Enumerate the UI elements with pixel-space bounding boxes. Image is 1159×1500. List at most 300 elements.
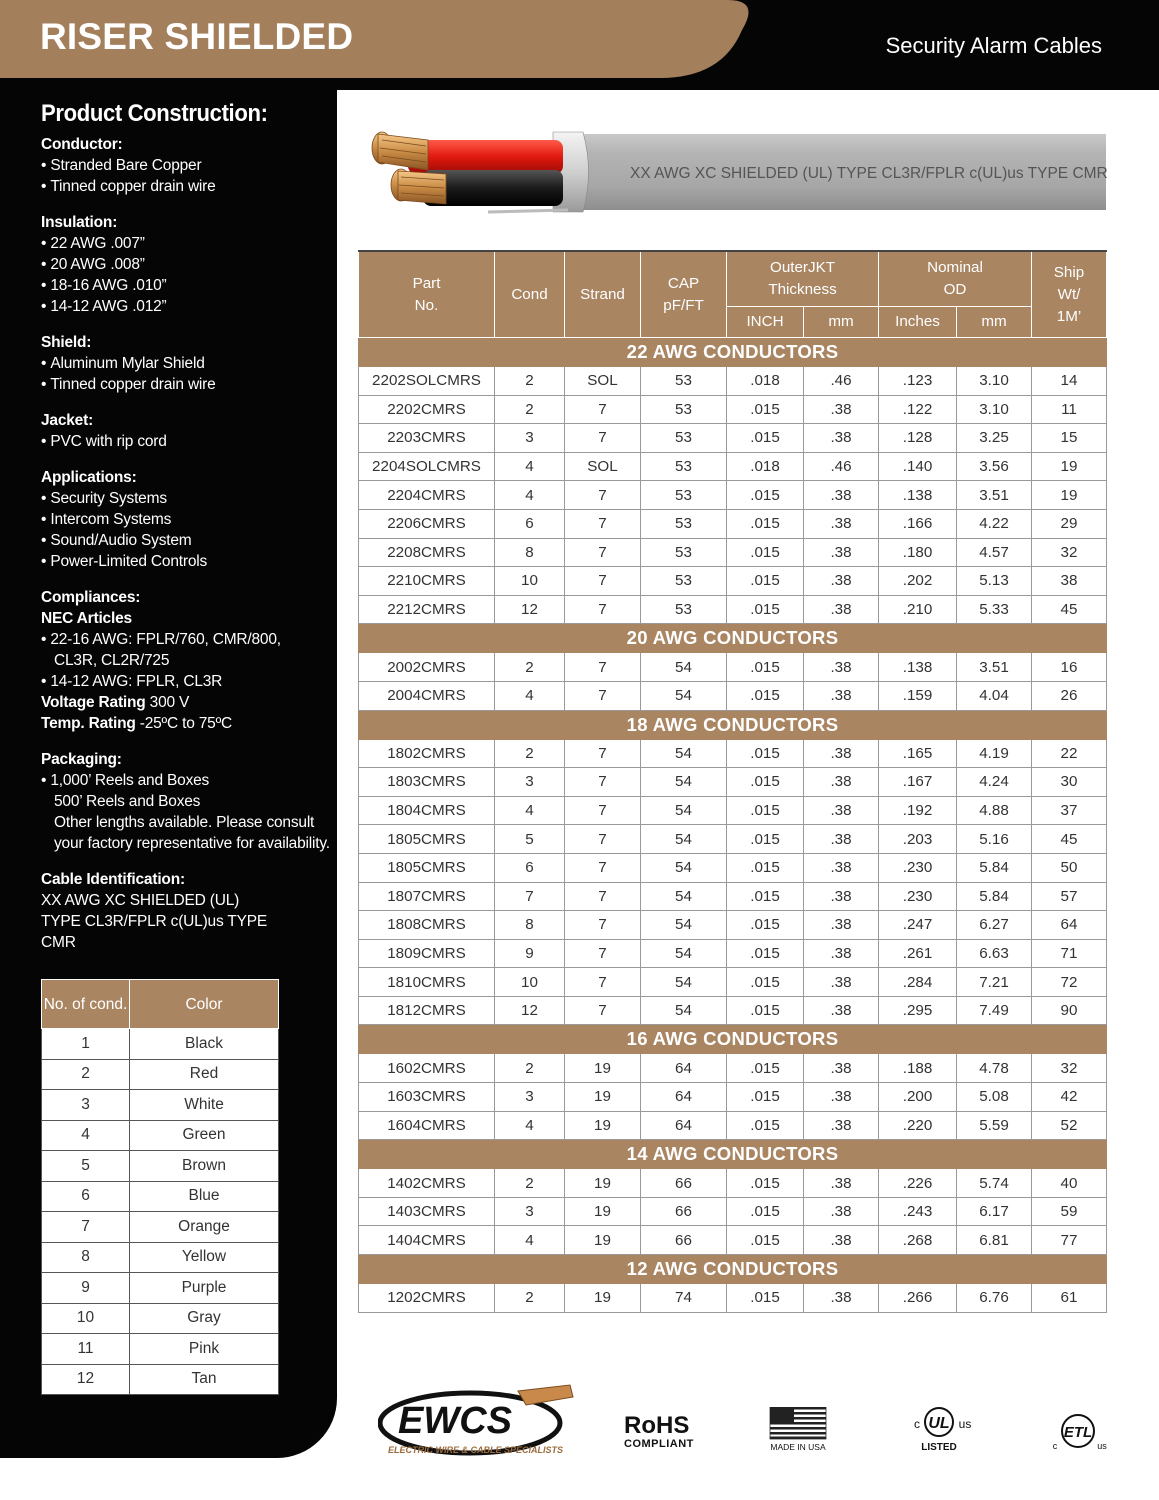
cap-cell: 53: [641, 595, 727, 624]
color-row: [42, 1334, 279, 1365]
strand-cell: 7: [565, 653, 641, 682]
ship-weight-cell: 16: [1032, 653, 1107, 682]
table-row: [359, 768, 1107, 797]
strand-cell: 7: [565, 595, 641, 624]
ship-weight-cell: 14: [1032, 367, 1107, 396]
jacket-inch-cell: .015: [727, 595, 804, 624]
part-no-cell: 2204CMRS: [359, 481, 495, 510]
od-mm-cell: 5.59: [957, 1111, 1032, 1140]
jacket-inch-cell: .015: [727, 395, 804, 424]
cap-cell: 54: [641, 911, 727, 940]
jacket-mm-cell: .38: [804, 768, 879, 797]
part-no-cell: 1202CMRS: [359, 1284, 495, 1313]
ul-listed-text: LISTED: [921, 1442, 957, 1453]
ship-weight-cell: 11: [1032, 395, 1107, 424]
color-row: [42, 1090, 279, 1121]
spec-table: [358, 250, 1107, 1313]
part-no-cell: 1807CMRS: [359, 882, 495, 911]
od-inches-cell: .203: [879, 825, 957, 854]
cap-cell: 53: [641, 452, 727, 481]
od-inches-cell: .122: [879, 395, 957, 424]
table-row: [359, 796, 1107, 825]
od-inches-cell: .138: [879, 481, 957, 510]
table-row: [359, 567, 1107, 596]
table-row: [359, 911, 1107, 940]
od-inches-cell: .140: [879, 452, 957, 481]
color-table-body: [42, 1029, 279, 1395]
cond-cell: 4: [495, 1226, 565, 1255]
part-no-cell: 1810CMRS: [359, 968, 495, 997]
jacket-inch-cell: .015: [727, 653, 804, 682]
cond-number-cell: 10: [42, 1303, 130, 1334]
shield-section: [41, 332, 331, 395]
header-line: No.: [414, 296, 439, 314]
cap-cell: 64: [641, 1054, 727, 1083]
header-line: Nominal: [927, 259, 983, 276]
ship-weight-cell: 52: [1032, 1111, 1107, 1140]
od-mm-cell: 4.04: [957, 681, 1032, 710]
list-item: • Power-Limited Controls: [41, 551, 331, 572]
cap-cell: 66: [641, 1169, 727, 1198]
header-line: Ship: [1053, 263, 1085, 281]
od-mm-cell: 4.24: [957, 768, 1032, 797]
etl-mark: ETL: [1063, 1424, 1093, 1441]
table-row: [359, 424, 1107, 453]
header-line: OuterJKT: [770, 259, 835, 276]
header-line: 1M’: [1056, 307, 1082, 325]
cond-cell: 9: [495, 939, 565, 968]
jacket-mm-cell: .38: [804, 424, 879, 453]
color-name-cell: Brown: [130, 1151, 279, 1182]
cap-cell: 53: [641, 509, 727, 538]
jacket-inch-cell: .015: [727, 567, 804, 596]
insulation-section: [41, 212, 331, 317]
strand-cell: 19: [565, 1169, 641, 1198]
jacket-mm-cell: .38: [804, 996, 879, 1025]
cond-cell: 2: [495, 367, 565, 396]
ship-weight-cell: 72: [1032, 968, 1107, 997]
cond-cell: 12: [495, 595, 565, 624]
jacket-mm-cell: .38: [804, 853, 879, 882]
cond-cell: 4: [495, 681, 565, 710]
ship-weight-cell: 90: [1032, 996, 1107, 1025]
spec-header-row: [359, 251, 1107, 307]
part-no-cell: 2210CMRS: [359, 567, 495, 596]
conductor-group-row: [359, 624, 1107, 653]
list-item: • 14-12 AWG .012”: [41, 296, 331, 317]
header-line: Part: [412, 274, 441, 292]
od-mm-cell: 5.13: [957, 567, 1032, 596]
ship-weight-cell: 59: [1032, 1197, 1107, 1226]
cond-number-cell: 5: [42, 1151, 130, 1182]
cond-cell: 7: [495, 882, 565, 911]
jacket-mm-cell: .38: [804, 796, 879, 825]
section-label: Applications:: [41, 469, 137, 486]
od-inches-cell: .268: [879, 1226, 957, 1255]
jacket-mm-cell: .38: [804, 1226, 879, 1255]
construction-heading: Product Construction:: [41, 100, 268, 127]
cap-cell: 64: [641, 1111, 727, 1140]
identification-line: CMR: [41, 934, 76, 951]
inches-header: Inches: [879, 307, 957, 338]
color-code-table: [41, 979, 279, 1395]
ship-weight-cell: 37: [1032, 796, 1107, 825]
etl-logo: [1046, 1412, 1110, 1454]
strand-cell: 7: [565, 739, 641, 768]
color-row: [42, 1151, 279, 1182]
jacket-inch-cell: .015: [727, 996, 804, 1025]
ewcs-tagline: ELECTRIC WIRE & CABLE SPECIALISTS: [388, 1445, 564, 1455]
voltage-label: Voltage Rating: [41, 694, 146, 711]
conductor-group-title: 18 AWG CONDUCTORS: [359, 710, 1107, 739]
color-name-cell: Pink: [130, 1334, 279, 1365]
conductor-group-row: [359, 710, 1107, 739]
jacket-mm-cell: .38: [804, 968, 879, 997]
color-row: [42, 1181, 279, 1212]
part-no-cell: 2203CMRS: [359, 424, 495, 453]
jacket-inch-cell: .015: [727, 882, 804, 911]
od-mm-cell: 4.88: [957, 796, 1032, 825]
table-row: [359, 1083, 1107, 1112]
od-inches-cell: .210: [879, 595, 957, 624]
cond-number-cell: 11: [42, 1334, 130, 1365]
cap-cell: 54: [641, 768, 727, 797]
jacket-inch-cell: .015: [727, 1197, 804, 1226]
od-inches-cell: .266: [879, 1284, 957, 1313]
ship-weight-cell: 19: [1032, 452, 1107, 481]
part-no-cell: 1805CMRS: [359, 825, 495, 854]
ship-weight-cell: 30: [1032, 768, 1107, 797]
color-name-cell: Red: [130, 1059, 279, 1090]
cond-cell: 8: [495, 911, 565, 940]
strand-cell: 7: [565, 911, 641, 940]
ship-weight-header: [1032, 251, 1107, 338]
cap-cell: 53: [641, 395, 727, 424]
identification-line: XX AWG XC SHIELDED (UL): [41, 892, 240, 909]
jacket-inch-cell: .015: [727, 424, 804, 453]
jacket-mm-cell: .38: [804, 481, 879, 510]
conductor-group-row: [359, 338, 1107, 367]
part-no-cell: 2208CMRS: [359, 538, 495, 567]
part-no-cell: 2002CMRS: [359, 653, 495, 682]
od-inches-cell: .166: [879, 509, 957, 538]
cond-number-cell: 7: [42, 1212, 130, 1243]
part-no-cell: 2206CMRS: [359, 509, 495, 538]
etl-us: us: [1097, 1441, 1107, 1451]
od-inches-cell: .284: [879, 968, 957, 997]
list-item: • Security Systems: [41, 488, 331, 509]
section-label: Conductor:: [41, 136, 123, 153]
cap-cell: 53: [641, 424, 727, 453]
table-row: [359, 395, 1107, 424]
od-inches-cell: .202: [879, 567, 957, 596]
strand-cell: 7: [565, 509, 641, 538]
od-inches-cell: .123: [879, 367, 957, 396]
color-name-cell: Blue: [130, 1181, 279, 1212]
color-row: [42, 1303, 279, 1334]
ship-weight-cell: 64: [1032, 911, 1107, 940]
cap-cell: 53: [641, 538, 727, 567]
part-no-cell: 1808CMRS: [359, 911, 495, 940]
strand-cell: 7: [565, 681, 641, 710]
rohs-mark: RoHS: [624, 1412, 690, 1439]
cap-cell: 66: [641, 1226, 727, 1255]
cap-header: [641, 251, 727, 338]
made-in-usa-text: MADE IN USA: [770, 1442, 826, 1452]
construction-details: [41, 100, 331, 968]
color-name-cell: Green: [130, 1120, 279, 1151]
section-label: Packaging:: [41, 751, 122, 768]
list-item-continued: Other lengths available. Please consult: [54, 814, 315, 831]
part-no-cell: 2202SOLCMRS: [359, 367, 495, 396]
jacket-mm-cell: .38: [804, 595, 879, 624]
od-mm-cell: 3.10: [957, 395, 1032, 424]
jacket-inch-cell: .015: [727, 509, 804, 538]
table-row: [359, 1054, 1107, 1083]
jacket-mm-cell: .38: [804, 939, 879, 968]
list-item: • Tinned copper drain wire: [41, 176, 331, 197]
ewcs-logo: [378, 1383, 578, 1458]
cond-cell: 2: [495, 395, 565, 424]
compliances-section: [41, 587, 331, 734]
od-inches-cell: .192: [879, 796, 957, 825]
jacket-inch-cell: .015: [727, 1054, 804, 1083]
od-mm-cell: 6.17: [957, 1197, 1032, 1226]
ul-listed-logo: [908, 1404, 978, 1454]
strand-cell: 7: [565, 996, 641, 1025]
list-item: • Aluminum Mylar Shield: [41, 353, 331, 374]
strand-cell: 7: [565, 853, 641, 882]
od-mm-cell: 6.63: [957, 939, 1032, 968]
jacket-inch-cell: .015: [727, 939, 804, 968]
strand-cell: 7: [565, 567, 641, 596]
ship-weight-cell: 77: [1032, 1226, 1107, 1255]
cap-cell: 54: [641, 853, 727, 882]
ship-weight-cell: 50: [1032, 853, 1107, 882]
strand-cell: SOL: [565, 452, 641, 481]
od-inches-cell: .226: [879, 1169, 957, 1198]
jacket-mm-cell: .38: [804, 1197, 879, 1226]
table-row: [359, 853, 1107, 882]
us-flag-icon: [770, 1407, 826, 1439]
cap-cell: 54: [641, 681, 727, 710]
cond-number-cell: 12: [42, 1364, 130, 1395]
jacket-mm-cell: .38: [804, 1284, 879, 1313]
table-row: [359, 882, 1107, 911]
ul-c: c: [914, 1417, 920, 1431]
od-inches-cell: .200: [879, 1083, 957, 1112]
od-mm-cell: 7.49: [957, 996, 1032, 1025]
cap-cell: 54: [641, 996, 727, 1025]
jacket-mm-cell: .38: [804, 882, 879, 911]
color-name-cell: Black: [130, 1029, 279, 1060]
od-inches-cell: .138: [879, 653, 957, 682]
strand-cell: 7: [565, 395, 641, 424]
cond-cell: 3: [495, 1197, 565, 1226]
table-row: [359, 1169, 1107, 1198]
jacket-mm-cell: .38: [804, 538, 879, 567]
color-name-cell: Orange: [130, 1212, 279, 1243]
conductor-group-title: 12 AWG CONDUCTORS: [359, 1255, 1107, 1284]
table-row: [359, 452, 1107, 481]
od-mm-cell: 5.08: [957, 1083, 1032, 1112]
outer-jacket-header: [727, 251, 879, 307]
header-line: Thickness: [768, 281, 837, 298]
table-row: [359, 1111, 1107, 1140]
od-mm-cell: 5.84: [957, 882, 1032, 911]
jacket-inch-cell: .015: [727, 911, 804, 940]
voltage-value: 300 V: [149, 694, 190, 711]
table-row: [359, 739, 1107, 768]
strand-cell: 19: [565, 1226, 641, 1255]
applications-section: [41, 467, 331, 572]
strand-cell: 7: [565, 939, 641, 968]
section-label: Compliances:: [41, 589, 141, 606]
cap-cell: 54: [641, 796, 727, 825]
cond-cell: 6: [495, 853, 565, 882]
strand-cell: 7: [565, 968, 641, 997]
cond-cell: 5: [495, 825, 565, 854]
cap-cell: 54: [641, 939, 727, 968]
part-no-cell: 1805CMRS: [359, 853, 495, 882]
cond-cell: 3: [495, 768, 565, 797]
part-no-cell: 1402CMRS: [359, 1169, 495, 1198]
od-mm-cell: 5.16: [957, 825, 1032, 854]
strand-cell: 7: [565, 424, 641, 453]
header-line: Wt/: [1057, 285, 1081, 303]
jacket-inch-cell: .015: [727, 1169, 804, 1198]
ship-weight-cell: 45: [1032, 825, 1107, 854]
od-mm-cell: 4.57: [957, 538, 1032, 567]
od-mm-cell: 3.51: [957, 653, 1032, 682]
strand-cell: 7: [565, 538, 641, 567]
color-name-cell: Yellow: [130, 1242, 279, 1273]
conductor-group-title: 16 AWG CONDUCTORS: [359, 1025, 1107, 1054]
jacket-inch-cell: .015: [727, 1083, 804, 1112]
jacket-inch-cell: .015: [727, 796, 804, 825]
jacket-inch-cell: .015: [727, 1226, 804, 1255]
section-label: Shield:: [41, 334, 92, 351]
table-row: [359, 653, 1107, 682]
jacket-mm-cell: .38: [804, 1169, 879, 1198]
cond-number-cell: 8: [42, 1242, 130, 1273]
ship-weight-cell: 40: [1032, 1169, 1107, 1198]
cable-jacket-print: XX AWG XC SHIELDED (UL) TYPE CL3R/FPLR c(UL)us TYPE CMR: [630, 165, 1108, 182]
jacket-inch-cell: .015: [727, 681, 804, 710]
od-mm-cell: 5.74: [957, 1169, 1032, 1198]
od-mm-cell: 6.76: [957, 1284, 1032, 1313]
od-inches-cell: .230: [879, 882, 957, 911]
cond-cell: 3: [495, 1083, 565, 1112]
ship-weight-cell: 57: [1032, 882, 1107, 911]
part-no-cell: 1603CMRS: [359, 1083, 495, 1112]
cond-count-header: No. of cond.: [42, 980, 130, 1029]
color-name-cell: Tan: [130, 1364, 279, 1395]
mm-header: mm: [804, 307, 879, 338]
conductor-group-title: 22 AWG CONDUCTORS: [359, 338, 1107, 367]
od-mm-cell: 3.10: [957, 367, 1032, 396]
jacket-mm-cell: .38: [804, 825, 879, 854]
header-line: OD: [943, 281, 967, 298]
od-inches-cell: .220: [879, 1111, 957, 1140]
ship-weight-cell: 19: [1032, 481, 1107, 510]
strand-cell: 19: [565, 1054, 641, 1083]
list-item-continued: CL3R, CL2R/725: [54, 652, 170, 669]
temp-label: Temp. Rating: [41, 715, 136, 732]
cond-cell: 4: [495, 452, 565, 481]
jacket-mm-cell: .38: [804, 567, 879, 596]
etl-c: c: [1052, 1441, 1058, 1451]
cond-cell: 4: [495, 1111, 565, 1140]
ship-weight-cell: 29: [1032, 509, 1107, 538]
jacket-mm-cell: .38: [804, 395, 879, 424]
cap-cell: 53: [641, 481, 727, 510]
color-row: [42, 1273, 279, 1304]
part-no-header: [359, 251, 495, 338]
color-row: [42, 1059, 279, 1090]
od-mm-cell: 4.78: [957, 1054, 1032, 1083]
cond-cell: 8: [495, 538, 565, 567]
table-row: [359, 1197, 1107, 1226]
spec-table-wrapper: [358, 250, 1106, 1313]
conductor-group-title: 14 AWG CONDUCTORS: [359, 1140, 1107, 1169]
ship-weight-cell: 32: [1032, 1054, 1107, 1083]
cap-cell: 54: [641, 825, 727, 854]
jacket-section: [41, 410, 331, 452]
color-name-cell: Purple: [130, 1273, 279, 1304]
ship-weight-cell: 42: [1032, 1083, 1107, 1112]
strand-cell: 19: [565, 1083, 641, 1112]
jacket-inch-cell: .018: [727, 452, 804, 481]
cond-number-cell: 2: [42, 1059, 130, 1090]
cond-cell: 4: [495, 796, 565, 825]
cap-cell: 53: [641, 367, 727, 396]
ship-weight-cell: 71: [1032, 939, 1107, 968]
cond-header: Cond: [495, 251, 565, 338]
cond-cell: 2: [495, 739, 565, 768]
cond-cell: 2: [495, 1169, 565, 1198]
cond-number-cell: 4: [42, 1120, 130, 1151]
color-name-cell: Gray: [130, 1303, 279, 1334]
jacket-inch-cell: .015: [727, 481, 804, 510]
od-mm-cell: 7.21: [957, 968, 1032, 997]
list-item: • Stranded Bare Copper: [41, 155, 331, 176]
ewcs-wordmark: EWCS: [398, 1400, 512, 1442]
color-row: [42, 1029, 279, 1060]
od-inches-cell: .243: [879, 1197, 957, 1226]
cap-cell: 54: [641, 739, 727, 768]
rohs-logo: [624, 1412, 694, 1450]
conductor-group-row: [359, 1255, 1107, 1284]
temp-value: -25ºC to 75ºC: [139, 715, 233, 732]
ship-weight-cell: 26: [1032, 681, 1107, 710]
strand-cell: 19: [565, 1284, 641, 1313]
part-no-cell: 1403CMRS: [359, 1197, 495, 1226]
cap-cell: 74: [641, 1284, 727, 1313]
ship-weight-cell: 22: [1032, 739, 1107, 768]
list-item: • 1,000’ Reels and Boxes: [41, 770, 331, 791]
od-inches-cell: .180: [879, 538, 957, 567]
cond-cell: 6: [495, 509, 565, 538]
color-header: Color: [130, 980, 279, 1029]
rohs-compliant: COMPLIANT: [624, 1438, 694, 1450]
list-item: • Sound/Audio System: [41, 530, 331, 551]
section-label: Jacket:: [41, 412, 94, 429]
list-item: • 20 AWG .008”: [41, 254, 331, 275]
part-no-cell: 2204SOLCMRS: [359, 452, 495, 481]
header-line: pF/FT: [663, 296, 704, 314]
cap-cell: 64: [641, 1083, 727, 1112]
